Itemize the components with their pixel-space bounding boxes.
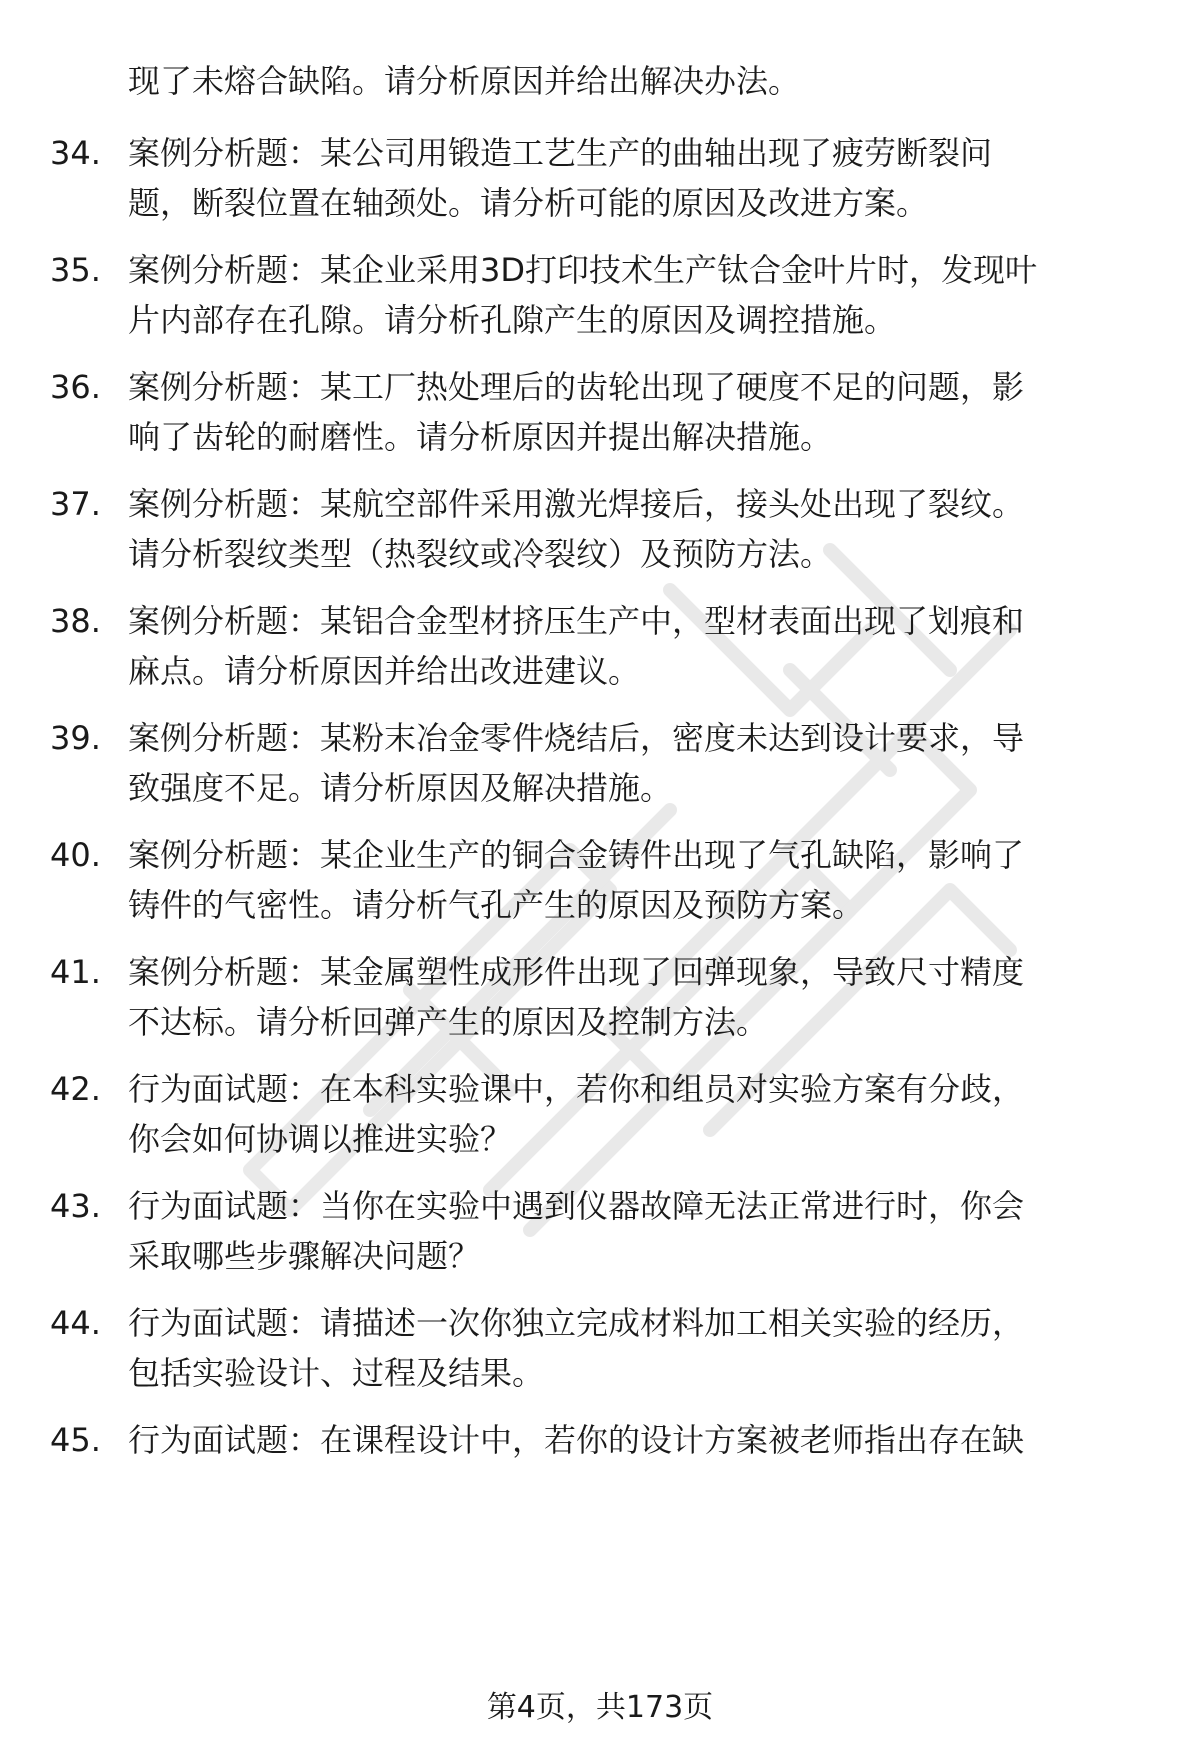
question-line: 案例分析题：某航空部件采用激光焊接后，接头处出现了裂纹。 [128, 485, 1025, 523]
question-line: 案例分析题：某企业生产的铜合金铸件出现了气孔缺陷，影响了 [128, 836, 1025, 874]
question-line: 行为面试题：在本科实验课中，若你和组员对实验方案有分歧， [128, 1070, 1025, 1108]
question-text [128, 1181, 1150, 1281]
continuation-text: 现了未熔合缺陷。请分析原因并给出解决办法。 [128, 62, 801, 100]
question-line: 请分析裂纹类型（热裂纹或冷裂纹）及预防方法。 [128, 535, 833, 573]
question-line: 案例分析题：某公司用锻造工艺生产的曲轴出现了疲劳断裂问 [128, 134, 993, 172]
question-line: 行为面试题：当你在实验中遇到仪器故障无法正常进行时，你会 [128, 1187, 1025, 1225]
question-number: 44. [50, 1304, 101, 1342]
question-number: 45. [50, 1421, 101, 1459]
question-line: 题，断裂位置在轴颈处。请分析可能的原因及改进方案。 [128, 184, 929, 222]
question-text [128, 713, 1150, 813]
question-line: 麻点。请分析原因并给出改进建议。 [128, 652, 641, 690]
question-36 [50, 362, 1160, 462]
question-line: 包括实验设计、过程及结果。 [128, 1354, 545, 1392]
question-34 [50, 128, 1160, 228]
question-38 [50, 596, 1160, 696]
question-line: 行为面试题：请描述一次你独立完成材料加工相关实验的经历， [128, 1304, 1025, 1342]
question-number: 38. [50, 602, 101, 640]
question-text [128, 128, 1150, 228]
question-number: 41. [50, 953, 101, 991]
question-35 [50, 245, 1160, 345]
question-line: 不达标。请分析回弹产生的原因及控制方法。 [128, 1003, 769, 1041]
question-number: 39. [50, 719, 101, 757]
question-number: 37. [50, 485, 101, 523]
question-text [128, 245, 1150, 345]
page-footer: 第4页，共173页 [486, 1690, 714, 1725]
question-line: 案例分析题：某金属塑性成形件出现了回弹现象，导致尺寸精度 [128, 953, 1025, 991]
question-line: 采取哪些步骤解决问题？ [128, 1237, 481, 1275]
question-44 [50, 1298, 1160, 1398]
question-text [128, 830, 1150, 930]
question-number: 35. [50, 251, 101, 289]
question-line: 致强度不足。请分析原因及解决措施。 [128, 769, 673, 807]
question-text [128, 362, 1150, 462]
question-42 [50, 1064, 1160, 1164]
question-line: 片内部存在孔隙。请分析孔隙产生的原因及调控措施。 [128, 301, 897, 339]
question-number: 43. [50, 1187, 101, 1225]
question-number: 40. [50, 836, 101, 874]
question-43 [50, 1181, 1160, 1281]
question-line: 案例分析题：某工厂热处理后的齿轮出现了硬度不足的问题，影 [128, 368, 1025, 406]
question-text [128, 1415, 1150, 1465]
question-text [128, 947, 1150, 1047]
question-text [128, 479, 1150, 579]
question-39 [50, 713, 1160, 813]
question-line: 案例分析题：某粉末冶金零件烧结后，密度未达到设计要求，导 [128, 719, 1025, 757]
question-40 [50, 830, 1160, 930]
question-line: 铸件的气密性。请分析气孔产生的原因及预防方案。 [128, 886, 865, 924]
question-line: 响了齿轮的耐磨性。请分析原因并提出解决措施。 [128, 418, 833, 456]
question-number: 42. [50, 1070, 101, 1108]
question-line: 案例分析题：某企业采用3D打印技术生产钛合金叶片时，发现叶 [128, 251, 1038, 289]
question-line: 案例分析题：某铝合金型材挤压生产中，型材表面出现了划痕和 [128, 602, 1025, 640]
question-text [128, 596, 1150, 696]
question-line: 你会如何协调以推进实验？ [128, 1120, 513, 1158]
question-number: 34. [50, 134, 101, 172]
question-37 [50, 479, 1160, 579]
question-text [128, 1064, 1150, 1164]
question-line: 行为面试题：在课程设计中，若你的设计方案被老师指出存在缺 [128, 1421, 1025, 1459]
question-number: 36. [50, 368, 101, 406]
question-text [128, 1298, 1150, 1398]
question-41 [50, 947, 1160, 1047]
question-45 [50, 1415, 1160, 1465]
